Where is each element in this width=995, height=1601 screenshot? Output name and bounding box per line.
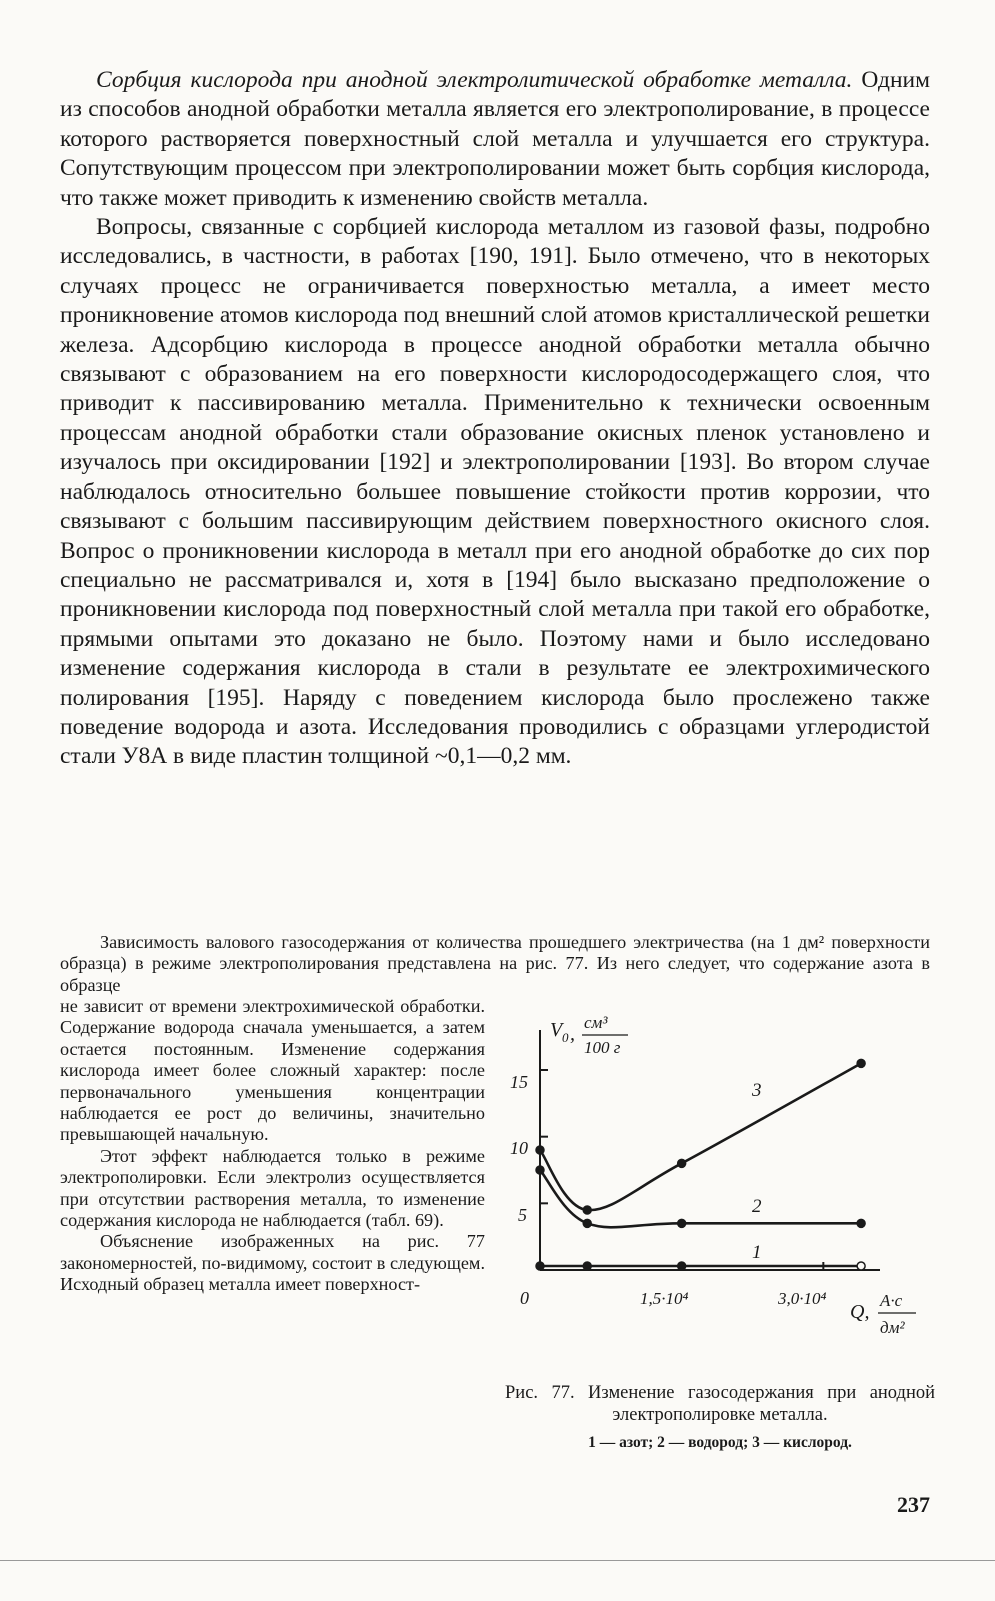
x-tick-label-30000: 3,0·10⁴ [778, 1289, 827, 1308]
data-point-2-1 [583, 1219, 591, 1227]
curve-label-3: 3 [752, 1080, 762, 1101]
data-point-2-3 [857, 1219, 865, 1227]
x-axis-label-num: А·с [880, 1291, 903, 1310]
section-heading-italic: Сорбция кислорода при анодной электролитической обработке металла. [96, 67, 853, 93]
x-tick-label-15000: 1,5·10⁴ [640, 1289, 689, 1308]
y-tick-label-15: 15 [510, 1072, 528, 1092]
axis-ticks [540, 1070, 823, 1270]
y-axis-label-var: V [550, 1019, 563, 1041]
series-line-3 [540, 1063, 861, 1210]
data-point-2-0 [536, 1166, 544, 1174]
curve-label-2: 2 [752, 1196, 762, 1217]
curves [536, 1059, 865, 1270]
figure-77 [500, 1000, 940, 1360]
paragraph-1 [60, 66, 930, 213]
paragraph-5: Объяснение изображенных на рис. 77 закономерностей, по-видимому, состоит в следующем. Исходный образец металла имеет поверхност- [60, 1231, 485, 1295]
data-point-1-1 [583, 1262, 591, 1270]
x-axis-label-den: дм² [880, 1318, 905, 1337]
caption-title: Рис. 77. Изменение газосодержания при анодной электрополировке металла. [505, 1383, 935, 1425]
main-text [60, 66, 930, 772]
x-axis-label-var: Q, [850, 1301, 870, 1323]
figure-caption [505, 1382, 935, 1426]
bottom-rule [0, 1560, 995, 1561]
small-text-full-width [60, 932, 930, 996]
y-tick-label-5: 5 [518, 1205, 527, 1225]
x-tick-label-0: 0 [520, 1288, 529, 1308]
gas-content-chart [500, 1000, 940, 1360]
paragraph-1-text: Одним из способов анодной обработки металла является его электрополирование, в процессе которого растворяется поверхностный слой металла и улучшается его структура. Сопутствующим процессом при электрополировании может быть сорбция кислорода, что также может приводить к изменению свойств металла. [60, 67, 930, 211]
paragraph-3-start: Зависимость валового газосодержания от количества прошедшего электричества (на 1 дм² поверхности образца) в режиме электрополирования представлена на рис. 77. Из него следует, что содержание азота в образце [60, 932, 930, 995]
y-axis-label-comma: , [570, 1023, 575, 1045]
paragraph-3-continued: не зависит от времени электрохимической обработки. Содержание водорода сначала уменьшается, а затем остается постоянным. Изменение содержания кислорода имеет более сложный характер: после первоначального уменьшения концентрации наблюдается ее рост до величины, значительно превышающей начальную. [60, 996, 485, 1145]
curve-label-1: 1 [752, 1242, 762, 1263]
y-axis-label-sub: 0 [562, 1030, 569, 1045]
small-text-column [60, 996, 485, 1296]
y-tick-label-10: 10 [510, 1138, 528, 1158]
figure-legend: 1 — азот; 2 — водород; 3 — кислород. [588, 1434, 852, 1451]
data-point-3-1 [583, 1206, 591, 1214]
data-point-3-0 [536, 1146, 544, 1154]
y-axis-label-den: 100 г [584, 1038, 621, 1057]
y-axis-label-num: см³ [584, 1013, 608, 1032]
data-point-3-3 [857, 1059, 865, 1067]
page-number: 237 [897, 1492, 930, 1517]
data-point-3-2 [678, 1159, 686, 1167]
data-point-2-2 [678, 1219, 686, 1227]
data-point-1-3 [857, 1262, 865, 1270]
data-point-1-2 [678, 1262, 686, 1270]
paragraph-2: Вопросы, связанные с сорбцией кислорода металлом из газовой фазы, подробно исследовались, в частности, в работах [190, 191]. Было отмечено, что в некоторых случаях процесс не ограничивается поверхностью металла, а имеет место проникновение атомов кислорода под внешний слой атомов кристаллической решетки железа. Адсорбцию кислорода в процессе анодной обработки металла обычно связывают с образованием на его поверхности кислородосодержащего слоя, что приводит к пассивированию металла. Применительно к технически освоенным процессам анодной обработки стали образование окисных пленок установлено и изучалось при оксидировании [192] и электрополировании [193]. Во втором случае наблюдалось относительно большее повышение стойкости против коррозии, что связывают с большим пассивирующим действием поверхностного окисного слоя. Вопрос о проникновении кислорода в металл при его анодной обработке до сих пор специально не рассматривался и, хотя в [194] было высказано предположение о проникновении кислорода под поверхностный слой металла при такой его обработке, прямыми опытами это доказано не было. Поэтому нами и было исследовано изменение содержания кислорода в стали в результате ее электрохимического полирования [195]. Наряду с поведением кислорода было прослежено также поведение водорода и азота. Исследования проводились с образцами углеродистой стали У8А в виде пластин толщиной ~0,1—0,2 мм. [60, 214, 930, 770]
data-point-1-0 [536, 1262, 544, 1270]
paragraph-4: Этот эффект наблюдается только в режиме электрополировки. Если электролиз осуществляется при отсутствии растворения металла, то изменение содержания кислорода не наблюдается (табл. 69). [60, 1145, 485, 1231]
